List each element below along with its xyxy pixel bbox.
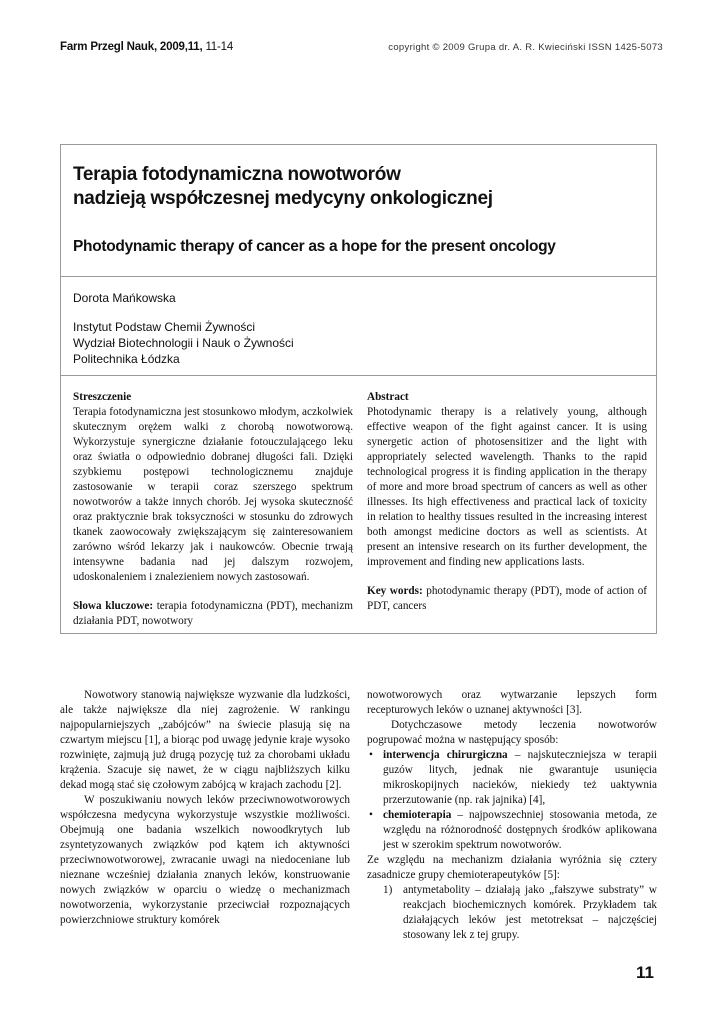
list-item-text: antymetabolity – działają jako „fałszywe substraty” w reakcjach biochemicznych komórek. Przykładem tak działających leków jest metotreksat – najczęściej stosowany lek z tej grupy.: [403, 884, 657, 941]
abstract-section: [367, 390, 647, 614]
author-name: Dorota Mańkowska: [73, 291, 176, 305]
chemo-groups-list: [367, 883, 657, 943]
body-column-left: [60, 688, 350, 928]
journal-citation: [60, 41, 233, 53]
keywords-pl-label: Słowa kluczowe:: [73, 600, 154, 612]
page-header: [60, 40, 663, 54]
keywords-en-text: photodynamic therapy (PDT), mode of action of PDT, cancers: [367, 585, 648, 612]
copyright-line: copyright © 2009 Grupa dr. A. R. Kwieciński ISSN 1425-5073: [388, 41, 663, 53]
keywords-en: [367, 584, 647, 614]
treatment-methods-list: [367, 748, 657, 853]
streszczenie-heading: Streszczenie: [73, 391, 132, 403]
page-number: 11: [636, 963, 654, 982]
body-paragraph: Dotychczasowe metody leczenia nowotworów pogrupować można w następujący sposób:: [367, 719, 657, 746]
title-polish-line-2: nadzieją współczesnej medycyny onkologicznej: [73, 188, 493, 209]
divider-middle: [61, 375, 656, 376]
title-polish: [73, 163, 643, 211]
body-paragraph: Ze względu na mechanizm działania wyróżnia się cztery zasadnicze grupy chemioterapeutyków [5]:: [367, 854, 657, 881]
journal-pages: 11-14: [205, 41, 234, 53]
affiliation-line: Wydział Biotechnologii i Nauk o Żywności: [73, 336, 294, 350]
title-english: Photodynamic therapy of cancer as a hope for the present oncology: [73, 238, 556, 255]
list-item-term: interwencja chirurgiczna: [383, 749, 508, 761]
body-paragraph-continued: nowotworowych oraz wytwarzanie lepszych form recepturowych leków o uznanej aktywności [3].: [367, 689, 657, 716]
journal-name: Farm Przegl Nauk, 2009,11,: [60, 41, 203, 53]
body-column-right: [367, 688, 657, 943]
list-item-text: – najskuteczniejsza w terapii guzów litych, jednak nie gwarantuje usunięcia mikroskopijnych nacieków, niekiedy też uaktywnia przerzutowanie (np. rak jajnika) [4],: [383, 749, 658, 806]
abstract-heading: Abstract: [367, 391, 409, 403]
keywords-pl-text: terapia fotodynamiczna (PDT), mechanizm działania PDT, nowotwory: [73, 600, 354, 627]
affiliation-line: Politechnika Łódzka: [73, 352, 180, 366]
list-item-text: – najpowszechniej stosowania metoda, ze względu na różnorodność dostępnych środków aplikowana jest w szerokim spektrum nowotworów.: [383, 809, 657, 851]
list-item: [367, 748, 657, 808]
title-polish-line-1: Terapia fotodynamiczna nowotworów: [73, 164, 401, 185]
body-paragraph: W poszukiwaniu nowych leków przeciwnowotworowych współczesna medycyna wykorzystuje wszystkie możliwości. Obejmują one badania wszelkich nowoodkrytych lub zsyntetyzowanych związków pod kątem ich aktywności przeciwnowotworowej, zwracanie uwagi na niedoceniane lub nieznane wcześniej działania znanych leków, konstruowanie nowych związków w oparciu o wiedzę o mechanizmach nowotworzenia, wykorzystanie przeciwciał rozpoznających powierzchniowe struktury komórek: [60, 794, 350, 926]
streszczenie-section: [73, 390, 353, 629]
body-paragraph: Nowotwory stanowią największe wyzwanie dla ludzkości, ale także największe dla niej zagrożenie. W rankingu najpopularniejszych „zabójców” na świecie plasują się na czwartym miejscu [1], a biorąc pod uwagę jedynie kraje wysoko rozwinięte, zajmują już drugą pozycję tuż za chorobami układu krążenia. Szacuje się nawet, że w ciągu najbliższych kilku dekad mogą stać się czołowym zabójcą w krajach zachodu [2].: [60, 689, 350, 791]
keywords-en-label: Key words:: [367, 585, 423, 597]
keywords-pl: [73, 599, 353, 629]
divider-top: [61, 276, 656, 277]
list-item-term: chemioterapia: [383, 809, 452, 821]
affiliation: [73, 319, 294, 367]
list-item: [367, 883, 657, 943]
abstract-text: Photodynamic therapy is a relatively young, although effective weapon of the fight against cancer. It is using synergetic action of photosensitizer and the light with appropriately selected wavelength. Thanks to the rapid technological progress it is finding application in the therapy of more and more broad spectrum of cancers as well as other illnesses. Its high effectiveness and practical lack of toxicity in relation to healthy tissues resulted in the increasing interest both amongst medicine doctors as well as scientists. At present an intensive research on its further development, the improvement and finding new applications lasts.: [367, 406, 647, 568]
list-item-number: 1): [383, 884, 393, 896]
list-item: [367, 808, 657, 853]
streszczenie-text: Terapia fotodynamiczna jest stosunkowo młodym, aczkolwiek skutecznym orężem walki z chorobą nowotworową. Wykorzystuje synergiczne działanie fotouczulającego leku oraz światła o odpowiednio dobranej długości fali. Dzięki szybkiemu postępowi technologicznemu znajduje zastosowanie w terapii coraz szerszego spektrum nowotworów a także innych chorób. Jej wysoka skuteczność oraz praktycznie brak toksyczności w stosunku do zdrowych tkanek zaowocowały zwiększającym się zainteresowaniem zarówno wśród lekarzy jak i naukowców. Obecnie trwają intensywne badania nad jej dalszym rozwojem, udoskonaleniem i znalezieniem nowych zastosowań.: [73, 406, 353, 583]
affiliation-line: Instytut Podstaw Chemii Żywności: [73, 320, 256, 334]
article-header-box: [60, 144, 657, 634]
